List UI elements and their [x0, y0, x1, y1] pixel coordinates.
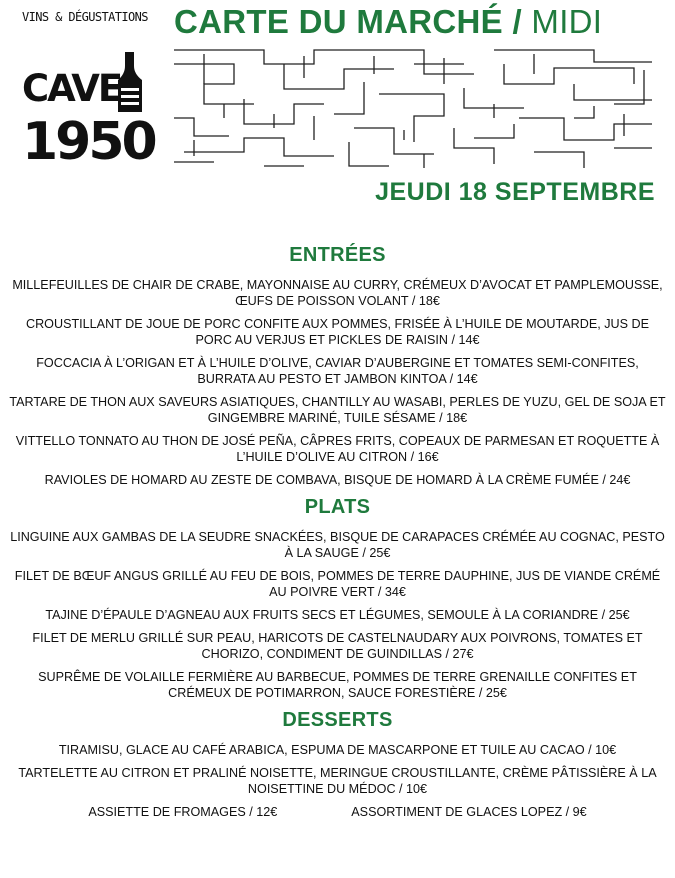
- menu-item: FILET DE BŒUF ANGUS GRILLÉ AU FEU DE BOIS, POMMES DE TERRE DAUPHINE, JUS DE VIANDE CRÉMÉ AU POIVRE VERT / 34€: [14, 569, 661, 599]
- menu-item: FILET DE MERLU GRILLÉ SUR PEAU, HARICOTS DE CASTELNAUDARY AUX POIVRONS, TOMATES ET CHORIZO, CONDIMENT DE GUINDILLAS / 27€: [32, 631, 643, 661]
- title-main: CARTE DU MARCHÉ: [174, 3, 503, 40]
- section-plats: [8, 496, 667, 701]
- menu-item: SUPRÊME DE VOLAILLE FERMIÈRE AU BARBECUE, POMMES DE TERRE GRENAILLE CONFITES ET CRÉMEUX DE POTIMARRON, SAUCE FORESTIÈRE / 25€: [38, 670, 637, 700]
- section-title: ENTRÉES: [289, 244, 386, 266]
- menu-item: MILLEFEUILLES DE CHAIR DE CRABE, MAYONNAISE AU CURRY, CRÉMEUX D’AVOCAT ET PAMPLEMOUSSE, ŒUFS DE POISSON VOLANT / 18€: [12, 278, 663, 308]
- menu-item: VITTELLO TONNATO AU THON DE JOSÉ PEÑA, CÂPRES FRITS, COPEAUX DE PARMESAN ET ROQUETTE À L’HUILE D’OLIVE AU CITRON / 16€: [15, 434, 660, 464]
- menu-item: TARTARE DE THON AUX SAVEURS ASIATIQUES, CHANTILLY AU WASABI, PERLES DE YUZU, GEL DE SOJA ET GINGEMBRE MARINÉ, TUILE SÉSAME / 18€: [9, 395, 666, 425]
- menu-date: JEUDI 18 SEPTEMBRE: [375, 178, 655, 206]
- page-title: [174, 3, 602, 41]
- maze-pattern: [174, 44, 652, 169]
- logo-year-text: 1950: [22, 112, 155, 172]
- menu-item: LINGUINE AUX GAMBAS DE LA SEUDRE SNACKÉES, BISQUE DE CARAPACES CRÉMÉE AU COGNAC, PESTO À LA SAUGE / 25€: [10, 530, 665, 560]
- title-subtitle: MIDI: [531, 3, 603, 40]
- menu-item: FOCCACIA À L’ORIGAN ET À L’HUILE D’OLIVE, CAVIAR D’AUBERGINE ET TOMATES SEMI-CONFITES, BURRATA AU PESTO ET JAMBON KINTOA / 14€: [36, 356, 639, 386]
- section-desserts: [8, 709, 667, 820]
- dessert-last-row: [8, 804, 667, 820]
- logo-cave-text: CAVE: [22, 67, 122, 110]
- menu-item: TAJINE D’ÉPAULE D’AGNEAU AUX FRUITS SECS ET LÉGUMES, SEMOULE À LA CORIANDRE / 25€: [45, 608, 630, 622]
- section-title: DESSERTS: [282, 709, 393, 731]
- menu-item: ASSORTIMENT DE GLACES LOPEZ / 9€: [351, 805, 587, 819]
- cave-1950-logo: [22, 52, 155, 172]
- tagline: VINS & DÉGUSTATIONS: [22, 10, 148, 24]
- menu-item: TARTELETTE AU CITRON ET PRALINÉ NOISETTE, MERINGUE CROUSTILLANTE, CRÈME PÂTISSIÈRE À LA NOISETTINE DU MÉDOC / 10€: [18, 766, 657, 796]
- section-entrees: [8, 244, 667, 488]
- menu-item: ASSIETTE DE FROMAGES / 12€: [88, 805, 278, 819]
- menu-item: TIRAMISU, GLACE AU CAFÉ ARABICA, ESPUMA DE MASCARPONE ET TUILE AU CACAO / 10€: [58, 743, 617, 757]
- menu-item: CROUSTILLANT DE JOUE DE PORC CONFITE AUX POMMES, FRISÉE À L’HUILE DE MOUTARDE, JUS DE PORC AU VERJUS ET PICKLES DE RAISIN / 14€: [25, 317, 650, 347]
- menu-item: RAVIOLES DE HOMARD AU ZESTE DE COMBAVA, BISQUE DE HOMARD À LA CRÈME FUMÉE / 24€: [44, 473, 631, 487]
- section-title: PLATS: [304, 496, 371, 518]
- title-separator: /: [512, 3, 522, 40]
- menu-body: [8, 244, 667, 828]
